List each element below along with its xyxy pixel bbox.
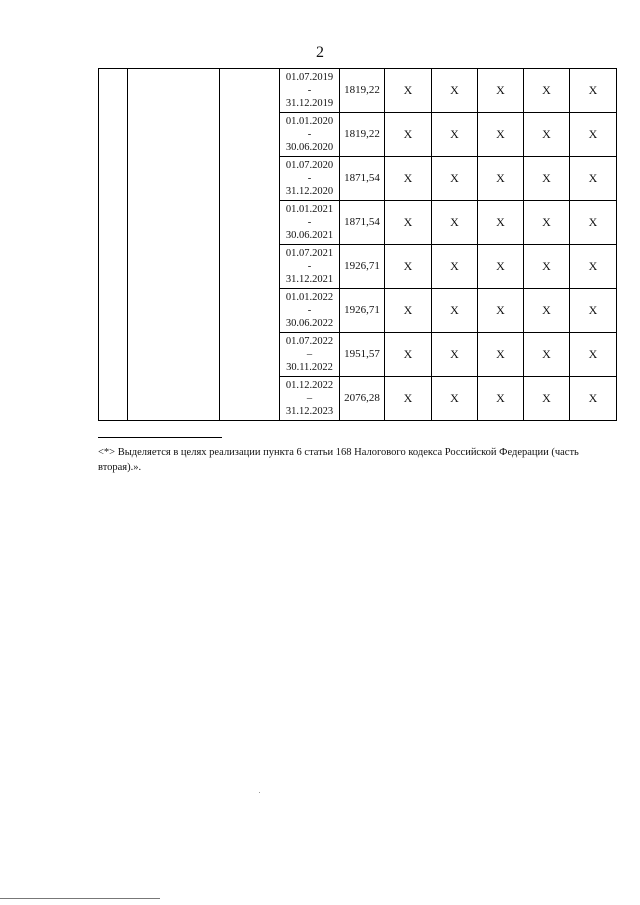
period-cell xyxy=(280,113,340,157)
mark-cell: X xyxy=(385,333,432,377)
period-separator: - xyxy=(307,85,312,96)
period-period-end: 31.12.2019 xyxy=(285,98,334,109)
mark-cell: X xyxy=(478,157,524,201)
mark-cell: X xyxy=(478,245,524,289)
period-period-start: 01.01.2022 xyxy=(285,292,334,303)
mark-cell: X xyxy=(478,333,524,377)
mark-cell: X xyxy=(524,289,570,333)
mark-cell: X xyxy=(432,113,478,157)
footnote-text: <*> Выделяется в целях реализации пункта 6 статьи 168 Налогового кодекса Российской Федерации (часть вторая).». xyxy=(98,447,579,473)
period-separator: - xyxy=(307,261,312,272)
period-period-start: 01.07.2022 xyxy=(285,336,334,347)
period-separator: - xyxy=(307,129,312,140)
mark-cell: X xyxy=(478,69,524,113)
mark-cell: X xyxy=(432,333,478,377)
mark-cell: X xyxy=(570,157,617,201)
value-cell: 2076,28 xyxy=(340,377,385,421)
mark-cell: X xyxy=(524,201,570,245)
period-separator: - xyxy=(307,217,312,228)
mark-cell: X xyxy=(385,377,432,421)
merged-cell-1 xyxy=(99,69,128,421)
period-separator: - xyxy=(307,173,312,184)
mark-cell: X xyxy=(524,245,570,289)
bottom-rule xyxy=(0,898,160,899)
mark-cell: X xyxy=(385,245,432,289)
period-cell xyxy=(280,69,340,113)
period-cell xyxy=(280,289,340,333)
mark-cell: X xyxy=(385,113,432,157)
period-period-start: 01.12.2022 xyxy=(285,380,334,391)
mark-cell: X xyxy=(478,289,524,333)
mark-cell: X xyxy=(478,113,524,157)
page-number: 2 xyxy=(316,44,324,61)
mark-cell: X xyxy=(524,69,570,113)
value-cell: 1819,22 xyxy=(340,69,385,113)
scan-speck xyxy=(259,792,260,793)
period-period-start: 01.01.2021 xyxy=(285,204,334,215)
mark-cell: X xyxy=(524,333,570,377)
mark-cell: X xyxy=(570,113,617,157)
mark-cell: X xyxy=(432,377,478,421)
value-cell: 1926,71 xyxy=(340,245,385,289)
period-period-end: 30.11.2022 xyxy=(286,362,333,373)
mark-cell: X xyxy=(432,69,478,113)
period-cell xyxy=(280,245,340,289)
period-separator: – xyxy=(306,349,313,360)
footnote-divider xyxy=(98,437,222,438)
mark-cell: X xyxy=(524,113,570,157)
mark-cell: X xyxy=(524,377,570,421)
mark-cell: X xyxy=(432,245,478,289)
mark-cell: X xyxy=(570,69,617,113)
mark-cell: X xyxy=(570,245,617,289)
period-period-start: 01.01.2020 xyxy=(285,116,334,127)
mark-cell: X xyxy=(385,157,432,201)
period-cell xyxy=(280,377,340,421)
mark-cell: X xyxy=(478,377,524,421)
mark-cell: X xyxy=(432,201,478,245)
merged-cell-3 xyxy=(220,69,280,421)
table-body xyxy=(99,69,617,421)
period-cell xyxy=(280,157,340,201)
value-cell: 1871,54 xyxy=(340,201,385,245)
mark-cell: X xyxy=(570,289,617,333)
period-cell xyxy=(280,333,340,377)
mark-cell: X xyxy=(570,333,617,377)
mark-cell: X xyxy=(432,157,478,201)
value-cell: 1926,71 xyxy=(340,289,385,333)
merged-cell-2 xyxy=(128,69,220,421)
period-period-start: 01.07.2021 xyxy=(285,248,334,259)
period-period-end: 31.12.2023 xyxy=(285,406,334,417)
value-cell: 1951,57 xyxy=(340,333,385,377)
period-separator: - xyxy=(307,305,312,316)
period-period-end: 30.06.2021 xyxy=(285,230,334,241)
mark-cell: X xyxy=(570,201,617,245)
mark-cell: X xyxy=(478,201,524,245)
table-row xyxy=(99,69,617,113)
mark-cell: X xyxy=(385,69,432,113)
mark-cell: X xyxy=(385,201,432,245)
period-period-start: 01.07.2019 xyxy=(285,72,334,83)
mark-cell: X xyxy=(570,377,617,421)
period-period-end: 30.06.2022 xyxy=(285,318,334,329)
value-cell: 1871,54 xyxy=(340,157,385,201)
tariff-table xyxy=(98,68,617,421)
value-cell: 1819,22 xyxy=(340,113,385,157)
mark-cell: X xyxy=(432,289,478,333)
mark-cell: X xyxy=(385,289,432,333)
period-separator: – xyxy=(306,393,313,404)
mark-cell: X xyxy=(524,157,570,201)
period-period-start: 01.07.2020 xyxy=(285,160,334,171)
period-cell xyxy=(280,201,340,245)
period-period-end: 31.12.2021 xyxy=(285,274,334,285)
period-period-end: 31.12.2020 xyxy=(285,186,334,197)
period-period-end: 30.06.2020 xyxy=(285,142,334,153)
